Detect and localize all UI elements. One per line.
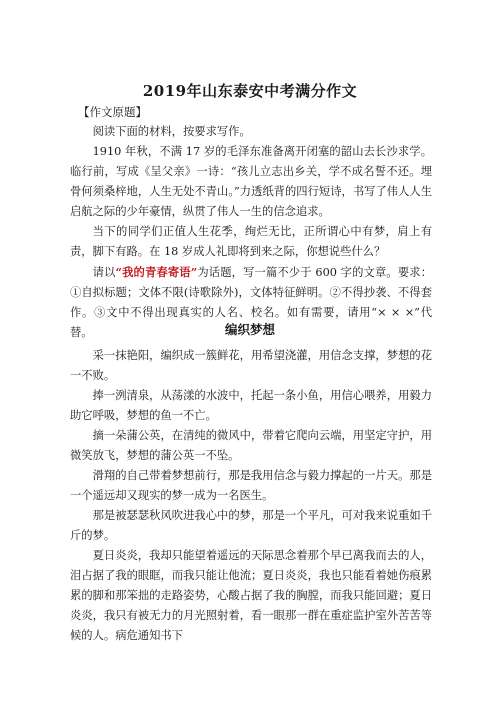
instruction-topic: “我的青春寄语” — [115, 265, 198, 279]
essay-paragraph: 捧一洌清泉，从荡漾的水波中，托起一条小鱼，用信心喂养，用毅力助它呼吸，梦想的鱼一不亡。 — [70, 389, 432, 422]
essay-paragraph: 摘一朵蒲公英，在清纯的微风中，带着它爬向云端，用坚定守护，用微笑放飞，梦想的蒲公英一不坠。 — [70, 429, 432, 462]
essay-paragraph: 滑翔的自己带着梦想前行，那是我用信念与毅力撑起的一片天。那是一个遥远却又现实的梦一成为一名医生。 — [70, 469, 432, 502]
prompt-paragraph: 阅读下面的材料，按要求写作。 — [92, 125, 251, 138]
prompt-paragraph: 1910 年秋，不满 17 岁的毛泽东准备离开闭塞的韶山去长沙求学。临行前，写成《呈父亲》一诗：“孩儿立志出乡关，学不成名誓不还。埋骨何须桑梓地，人生无处不青山。”力透纸背的四行短诗，书写了伟人人生启航之际的少年豪情，纵贯了伟人一生的信念追求。 — [70, 145, 432, 218]
essay-paragraph: 夏日炎炎，我却只能望着遥远的天际思念着那个早已离我而去的人，泪占据了我的眼眶，而我只能让他流；夏日炎炎，我也只能看着她伤痕累累的脚和那笨拙的走路姿势，心酸占据了我的胸膛，而我只能回避；夏日炎炎，我只有被无力的月光照射着，看一眼那一群在重症监护室外苦苦等候的人。病危通知书下 — [70, 549, 432, 642]
essay-paragraph: 采一抹艳阳，编织成一簇鲜花，用希望浇灌，用信念支撑，梦想的花一不败。 — [70, 349, 432, 382]
essay-title: 编织梦想 — [224, 322, 275, 337]
prompt-section-label: 【作文原题】 — [78, 105, 147, 119]
document-title: 2019年山东泰安中考满分作文 — [142, 82, 358, 100]
essay-paragraph: 那是被瑟瑟秋风吹进我心中的梦，那是一个平凡，可对我来说重如千斤的梦。 — [70, 509, 432, 542]
instruction-suffix: 为话题，写一篇不少于 600 字的文章。要求：①自拟标题；文体不限(诗歌除外)，文体特征鲜明。②不得抄袭、不得套作。③文中不得出现真实的人名、校名。如有需要，请用“× × ×”代替。 — [70, 266, 432, 339]
instruction-prefix: 请以 — [92, 266, 116, 279]
prompt-paragraph: 当下的同学们正值人生花季，绚烂无比，正所谓心中有梦，肩上有责，脚下有路。在 18 岁成人礼即将到来之际，你想说些什么？ — [70, 225, 432, 258]
